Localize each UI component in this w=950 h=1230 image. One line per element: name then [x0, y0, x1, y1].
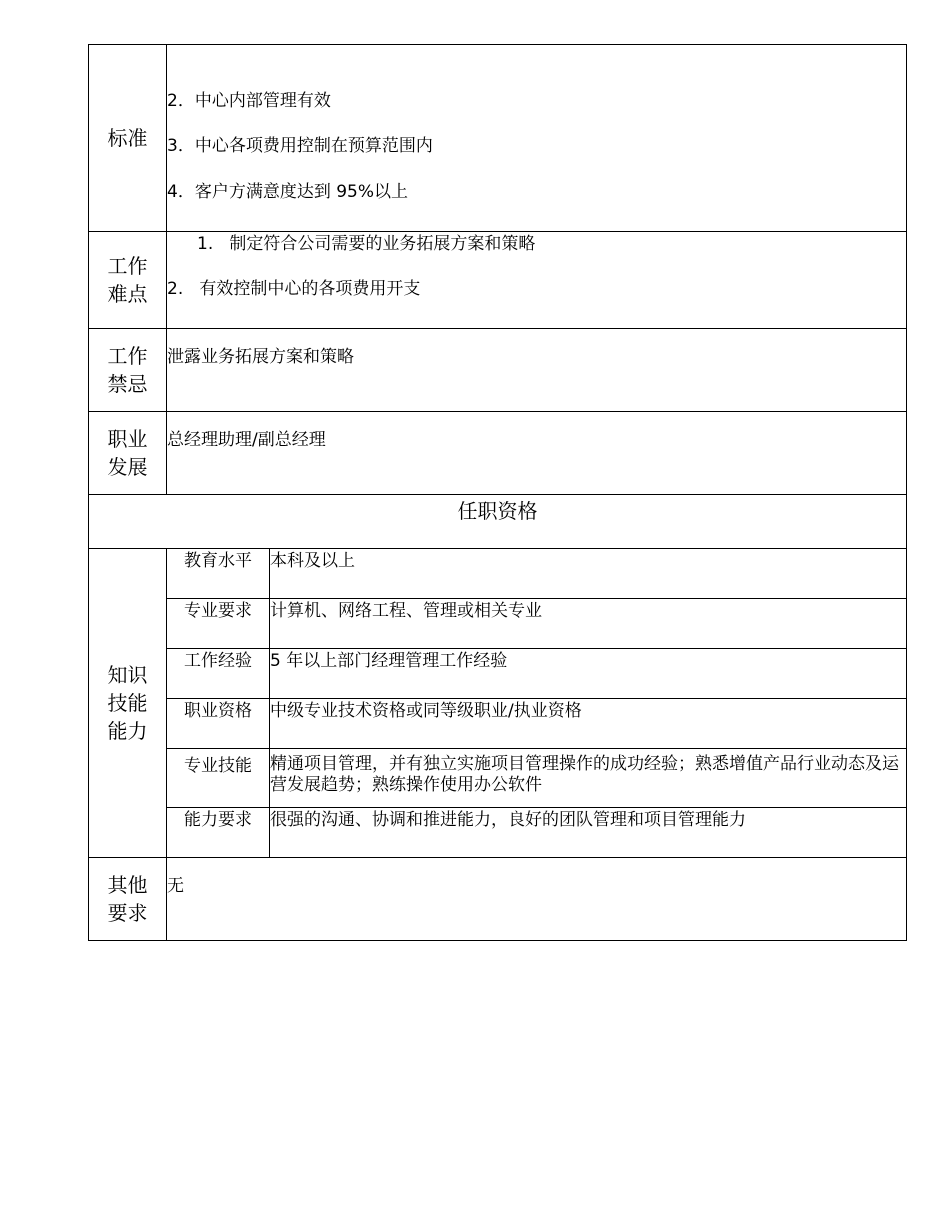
knowledge-row	[89, 699, 907, 749]
difficulty-content	[167, 232, 907, 329]
knowledge-sub-label: 专业要求	[167, 599, 270, 649]
standard-label: 标准	[89, 45, 167, 232]
knowledge-sub-value: 精通项目管理，并有独立实施项目管理操作的成功经验；熟悉增值产品行业动态及运营发展趋势；熟练操作使用办公软件	[270, 749, 907, 808]
knowledge-sub-label: 工作经验	[167, 649, 270, 699]
knowledge-sub-label: 职业资格	[167, 699, 270, 749]
knowledge-row	[89, 749, 907, 808]
standard-item: 4．客户方满意度达到 95%以上	[167, 181, 409, 202]
job-description-table	[88, 44, 907, 941]
taboo-row	[89, 329, 907, 412]
knowledge-sub-label: 教育水平	[167, 549, 270, 599]
knowledge-sub-label: 能力要求	[167, 808, 270, 858]
career-label: 职业 发展	[89, 412, 167, 495]
standard-item: 2．中心内部管理有效	[167, 91, 331, 111]
taboo-text: 泄露业务拓展方案和策略	[167, 347, 354, 367]
career-row	[89, 412, 907, 495]
career-content	[167, 412, 907, 495]
difficulty-item: 2. 有效控制中心的各项费用开支	[167, 279, 421, 300]
taboo-content	[167, 329, 907, 412]
knowledge-row	[89, 549, 907, 599]
difficulty-item: 1. 制定符合公司需要的业务拓展方案和策略	[197, 234, 536, 254]
taboo-label: 工作 禁忌	[89, 329, 167, 412]
career-text: 总经理助理/副总经理	[167, 430, 326, 450]
other-text: 无	[167, 876, 184, 896]
knowledge-sub-value: 本科及以上	[270, 549, 907, 599]
knowledge-sub-value: 计算机、网络工程、管理或相关专业	[270, 599, 907, 649]
knowledge-row	[89, 808, 907, 858]
other-row	[89, 858, 907, 941]
standard-row	[89, 45, 907, 232]
knowledge-sub-value: 中级专业技术资格或同等级职业/执业资格	[270, 699, 907, 749]
knowledge-row	[89, 649, 907, 699]
knowledge-sub-value: 很强的沟通、协调和推进能力，良好的团队管理和项目管理能力	[270, 808, 907, 858]
standard-item: 3．中心各项费用控制在预算范围内	[167, 136, 433, 157]
knowledge-row	[89, 599, 907, 649]
difficulty-row	[89, 232, 907, 329]
knowledge-sub-label: 专业技能	[167, 749, 270, 808]
difficulty-label: 工作 难点	[89, 232, 167, 329]
other-label: 其他 要求	[89, 858, 167, 941]
knowledge-label: 知识 技能 能力	[89, 549, 167, 858]
other-content	[167, 858, 907, 941]
standard-content	[167, 45, 907, 232]
knowledge-sub-value: 5 年以上部门经理管理工作经验	[270, 649, 907, 699]
qualification-header-row	[89, 495, 907, 549]
qualification-title: 任职资格	[89, 495, 907, 549]
